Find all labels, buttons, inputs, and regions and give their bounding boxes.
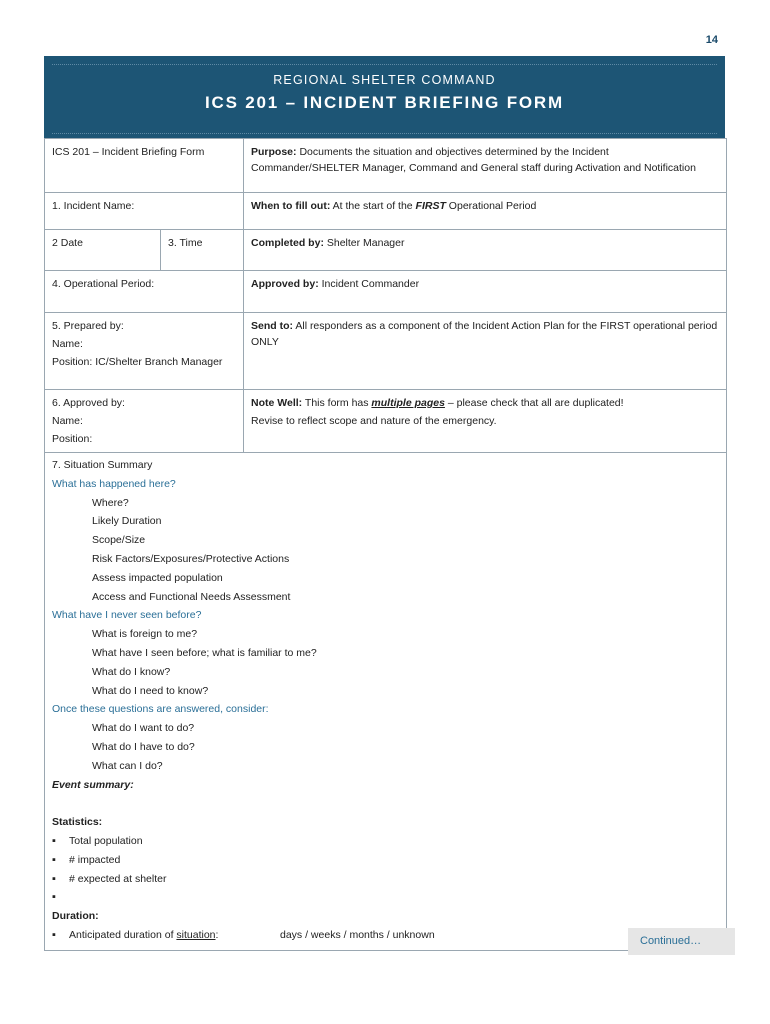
- q1-item: Where?: [92, 496, 129, 509]
- time-field[interactable]: [161, 230, 244, 271]
- header-title: ICS 201 – INCIDENT BRIEFING FORM: [205, 93, 564, 112]
- when-text-2: Operational Period: [445, 200, 537, 212]
- send-to-text: All responders as a component of the Incident Action Plan for the FIRST operational period ONLY: [251, 320, 718, 348]
- note-well-cell: [244, 390, 727, 453]
- statistics-label: Statistics:: [52, 816, 103, 829]
- situation-heading: 7. Situation Summary: [52, 459, 153, 471]
- when-text: At the start of the: [330, 200, 416, 212]
- briefing-form-table: [44, 138, 727, 951]
- q1-item: Access and Functional Needs Assessment: [92, 590, 291, 603]
- q1-item: Likely Duration: [92, 515, 162, 528]
- q1-item: Risk Factors/Exposures/Protective Actions: [92, 552, 290, 565]
- form-name-cell: [45, 139, 244, 193]
- duration-label: Duration:: [52, 910, 99, 923]
- operational-period-field[interactable]: [45, 271, 244, 313]
- stat-item: ▪ # impacted: [52, 851, 719, 870]
- note-text-2: – please check that all are duplicated!: [444, 397, 624, 409]
- date-field[interactable]: [45, 230, 161, 271]
- duration-label-pre: Anticipated duration of: [69, 928, 177, 941]
- stat-item: ▪ # expected at shelter: [52, 870, 719, 889]
- prepared-name-label: Name:: [52, 338, 83, 350]
- date-label: 2 Date: [52, 237, 83, 249]
- time-label: 3. Time: [168, 237, 203, 249]
- page-number: 14: [705, 34, 718, 46]
- prepared-position-label: Position: IC/Shelter Branch Manager: [52, 356, 223, 368]
- note-text-3: Revise to reflect scope and nature of the emergency.: [251, 415, 497, 427]
- q2-item: What do I know?: [92, 665, 171, 678]
- duration-label-post: :: [215, 928, 219, 941]
- q1-item: Scope/Size: [92, 534, 146, 547]
- q2-item: What do I need to know?: [92, 684, 209, 697]
- approved-position-label: Position:: [52, 433, 93, 445]
- approved-text: Incident Commander: [318, 278, 420, 290]
- prepared-by-field[interactable]: [45, 313, 244, 390]
- q3-item: What do I have to do?: [92, 740, 195, 753]
- purpose-cell: [244, 139, 727, 193]
- question-what-happened: What has happened here?: [52, 477, 176, 490]
- when-label: When to fill out:: [251, 200, 331, 212]
- note-text-1: This form has: [302, 397, 372, 409]
- completed-cell: [244, 230, 727, 271]
- situation-summary-cell[interactable]: [45, 453, 727, 951]
- stat-item-empty: [52, 888, 719, 907]
- purpose-label: Purpose:: [251, 146, 297, 158]
- duration-options: days / weeks / months / unknown: [280, 928, 435, 941]
- prepared-by-label: 5. Prepared by:: [52, 320, 124, 332]
- incident-name-label: 1. Incident Name:: [52, 200, 135, 212]
- approved-by-field[interactable]: [45, 390, 244, 453]
- note-well-label: Note Well:: [251, 397, 303, 409]
- approved-cell: [244, 271, 727, 313]
- note-emphasis: multiple pages: [371, 397, 445, 409]
- statistics-list: [52, 832, 719, 907]
- q3-item: What can I do?: [92, 759, 163, 772]
- stat-item: ▪ Total population: [52, 832, 719, 851]
- continued-label: Continued…: [628, 928, 735, 955]
- completed-label: Completed by:: [251, 237, 324, 249]
- q2-item: What is foreign to me?: [92, 628, 198, 641]
- duration-item-label: [69, 926, 280, 945]
- send-to-label: Send to:: [251, 320, 294, 332]
- approved-by-label: 6. Approved by:: [52, 397, 125, 409]
- q2-item: What have I seen before; what is familiar to me?: [92, 646, 317, 659]
- when-cell: [244, 193, 727, 230]
- form-header: [44, 56, 725, 138]
- send-to-cell: [244, 313, 727, 390]
- approved-label: Approved by:: [251, 278, 319, 290]
- duration-list: [52, 926, 719, 945]
- form-name: ICS 201 – Incident Briefing Form: [52, 146, 205, 158]
- operational-period-label: 4. Operational Period:: [52, 278, 155, 290]
- event-summary-label: Event summary:: [52, 778, 134, 791]
- when-first: FIRST: [415, 200, 446, 212]
- approved-name-label: Name:: [52, 415, 83, 427]
- incident-name-field[interactable]: [45, 193, 244, 230]
- header-subtitle: REGIONAL SHELTER COMMAND: [273, 73, 496, 87]
- purpose-text: Documents the situation and objectives determined by the Incident Commander/SHELTER Manager, Command and General staff during Activation and Notification: [251, 146, 696, 174]
- duration-item: [52, 926, 719, 945]
- q1-item: Assess impacted population: [92, 571, 223, 584]
- q3-item: What do I want to do?: [92, 722, 195, 735]
- question-never-seen: What have I never seen before?: [52, 609, 202, 622]
- question-consider: Once these questions are answered, consider:: [52, 703, 269, 716]
- completed-text: Shelter Manager: [323, 237, 405, 249]
- duration-label-underlined: situation: [176, 928, 216, 941]
